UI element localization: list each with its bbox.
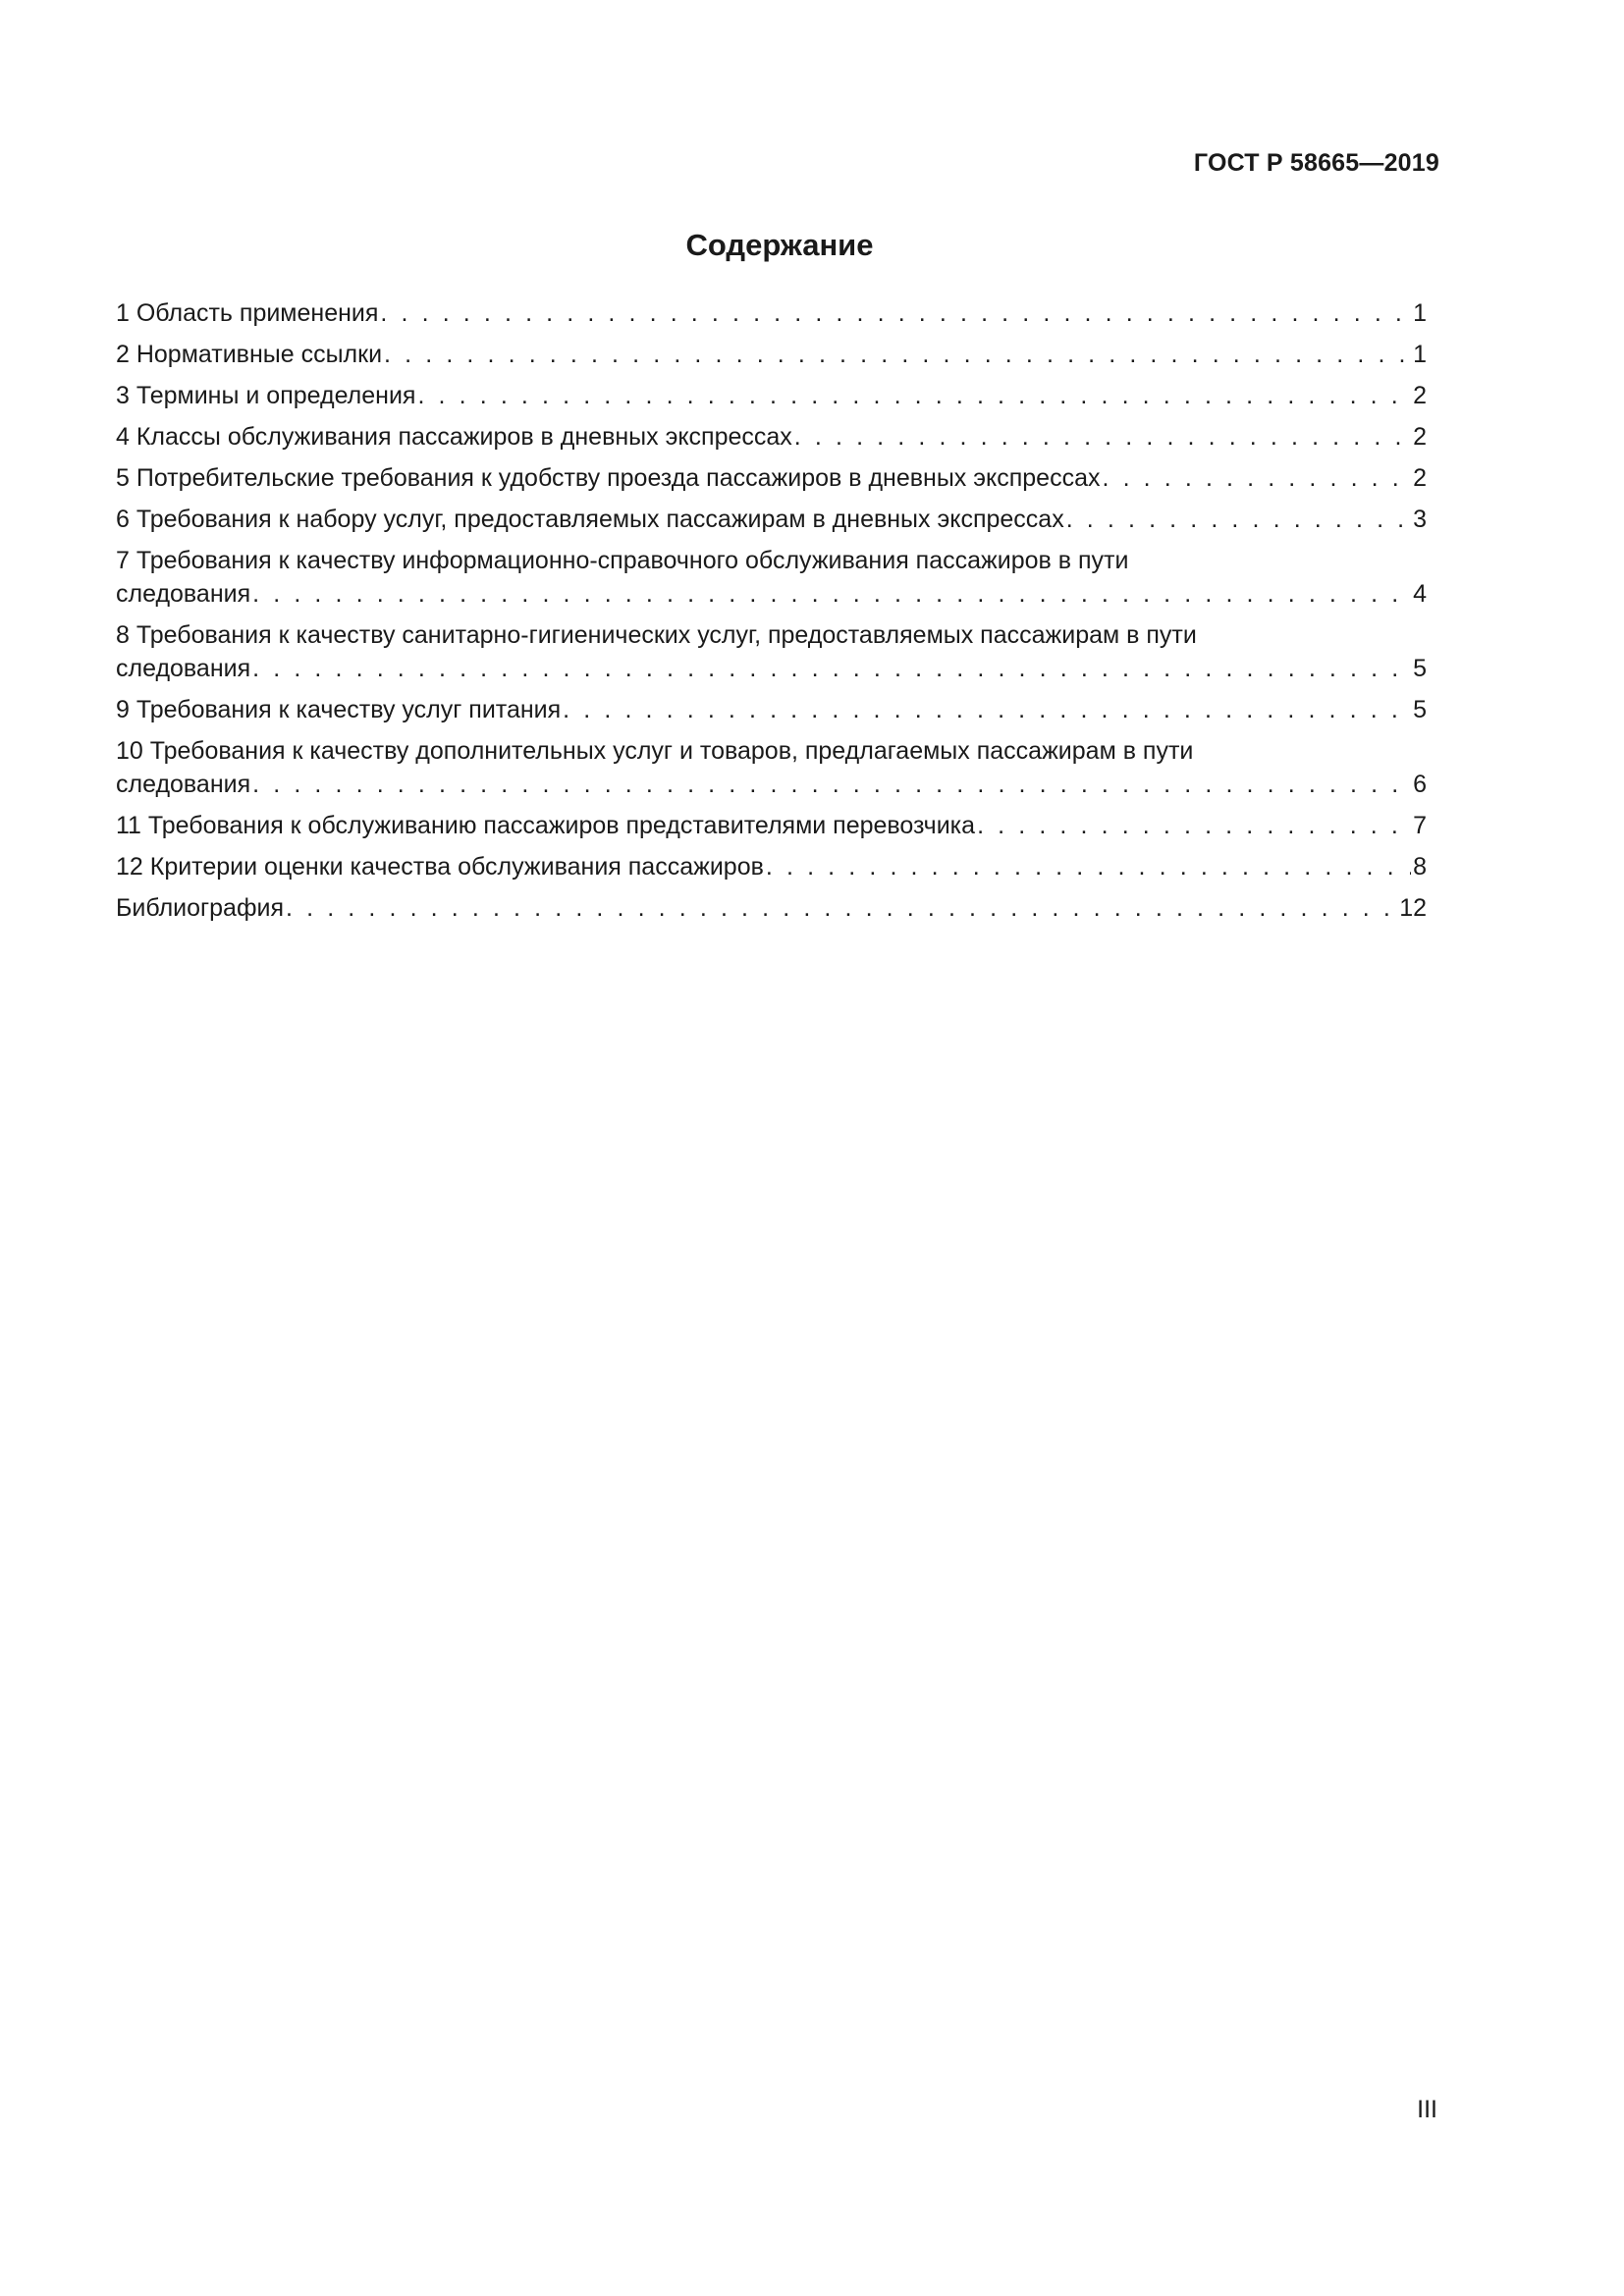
- dot-leader: [252, 577, 1411, 611]
- toc-entry-title: 10 Требования к качеству дополнительных услуг и товаров, предлагаемых пассажирам в пути: [116, 737, 1194, 765]
- dot-leader: [252, 652, 1411, 685]
- toc-entry-title-continued: следования: [116, 655, 251, 682]
- toc-title: Содержание: [685, 228, 874, 262]
- toc-entry-title-continued: следования: [116, 580, 251, 608]
- toc-entry[interactable]: [116, 618, 1427, 685]
- dot-leader: [417, 379, 1411, 412]
- toc-entry[interactable]: [116, 420, 1427, 454]
- toc-entry-page: 2: [1413, 423, 1427, 451]
- dot-leader: [252, 768, 1411, 801]
- toc-entry-title: 3 Термины и определения: [116, 382, 416, 409]
- table-of-contents: [116, 296, 1427, 933]
- toc-entry-title: 2 Нормативные ссылки: [116, 341, 383, 368]
- toc-entry-page: 1: [1413, 341, 1427, 368]
- toc-entry-title: 7 Требования к качеству информационно-справочного обслуживания пассажиров в пути: [116, 547, 1129, 574]
- toc-entry-title: 8 Требования к качеству санитарно-гигиенических услуг, предоставляемых пассажирам в пути: [116, 621, 1197, 649]
- document-code: ГОСТ Р 58665—2019: [1193, 149, 1439, 177]
- toc-entry-title: 6 Требования к набору услуг, предоставляемых пассажирам в дневных экспрессах: [116, 506, 1064, 533]
- toc-entry-page: 2: [1413, 382, 1427, 409]
- dot-leader: [794, 420, 1411, 454]
- toc-entry-page: 4: [1413, 580, 1427, 608]
- toc-entry-title: 9 Требования к качеству услуг питания: [116, 696, 562, 723]
- toc-entry[interactable]: [116, 379, 1427, 412]
- dot-leader: [1066, 503, 1411, 536]
- dot-leader: [977, 809, 1411, 842]
- toc-entry-title: 1 Область применения: [116, 299, 379, 327]
- dot-leader: [766, 850, 1411, 883]
- toc-entry-page: 12: [1399, 894, 1427, 922]
- toc-entry[interactable]: [116, 693, 1427, 726]
- toc-entry-page: 3: [1413, 506, 1427, 533]
- toc-entry-title: 5 Потребительские требования к удобству проезда пассажиров в дневных экспрессах: [116, 464, 1101, 492]
- toc-entry[interactable]: [116, 850, 1427, 883]
- dot-leader: [1102, 461, 1411, 495]
- toc-entry-page: 7: [1413, 812, 1427, 839]
- toc-entry-page: 5: [1413, 696, 1427, 723]
- toc-entry-page: 6: [1413, 771, 1427, 798]
- dot-leader: [384, 338, 1411, 371]
- dot-leader: [380, 296, 1411, 330]
- toc-entry[interactable]: [116, 809, 1427, 842]
- toc-entry-page: 1: [1413, 299, 1427, 327]
- toc-entry[interactable]: [116, 891, 1427, 925]
- dot-leader: [563, 693, 1411, 726]
- toc-entry-title: Библиография: [116, 894, 285, 922]
- toc-entry[interactable]: [116, 544, 1427, 611]
- toc-entry-title: 12 Критерии оценки качества обслуживания пассажиров: [116, 853, 764, 881]
- toc-entry[interactable]: [116, 461, 1427, 495]
- toc-entry[interactable]: [116, 296, 1427, 330]
- toc-entry[interactable]: [116, 338, 1427, 371]
- toc-entry-title: 11 Требования к обслуживанию пассажиров представителями перевозчика: [116, 812, 976, 839]
- toc-entry-page: 2: [1413, 464, 1427, 492]
- toc-entry-page: 5: [1413, 655, 1427, 682]
- toc-entry-page: 8: [1413, 853, 1427, 881]
- toc-entry[interactable]: [116, 734, 1427, 801]
- dot-leader: [286, 891, 1397, 925]
- toc-entry-title: 4 Классы обслуживания пассажиров в дневных экспрессах: [116, 423, 792, 451]
- page-number: III: [1417, 2096, 1437, 2123]
- toc-entry-title-continued: следования: [116, 771, 251, 798]
- toc-entry[interactable]: [116, 503, 1427, 536]
